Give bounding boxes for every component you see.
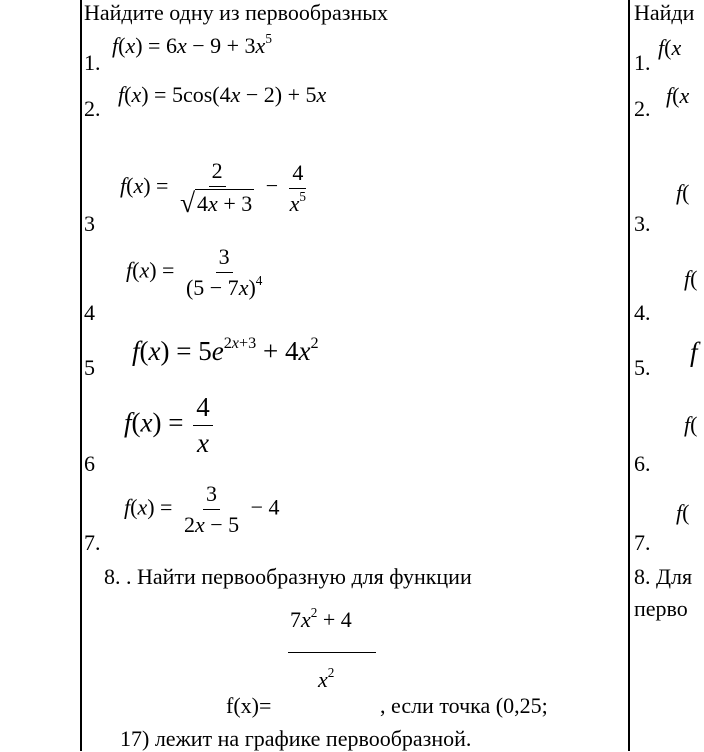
right-number-4: 4. (634, 300, 651, 325)
right-function-1-fragment: f(x (658, 35, 682, 60)
item-number-3: 3 (84, 211, 95, 236)
right-number-2: 2. (634, 96, 651, 121)
right-heading: Найди (634, 0, 695, 25)
item-number-4: 4 (84, 300, 95, 325)
item-number-5: 5 (84, 355, 95, 380)
function-6: f(x) = $\frac{4}{x}$ (124, 392, 216, 459)
function-4: f(x) = $\frac{3}{(5 - 7x)^4}$ (126, 244, 263, 300)
right-number-1: 1. (634, 50, 651, 75)
right-function-3-fragment: f( (676, 180, 690, 205)
right-task8-line2: перво (634, 596, 688, 621)
function-1: $f(x) = 6x - 9 + 3x^5$ (112, 31, 272, 58)
right-number-5: 5. (634, 355, 651, 380)
function-2: f(x) = 5cos(4x − 2) + 5x (118, 82, 327, 107)
task8-fraction-denominator: $x^2$ (318, 665, 335, 692)
item-number-7: 7. (84, 530, 101, 555)
right-function-2-fragment: f(x (666, 83, 690, 108)
right-number-6: 6. (634, 451, 651, 476)
item-number-2: 2. (84, 96, 101, 121)
right-task8-line1: 8. Для (634, 564, 693, 589)
task8-line2-tail: , если точка (0,25; (380, 693, 548, 718)
right-function-7-fragment: f( (676, 500, 690, 525)
function-7: f(x) = $\frac{3}{2x - 5}$ − 4 (124, 481, 280, 537)
right-function-5-fragment: f (690, 337, 698, 367)
item-number-1: 1. (84, 50, 101, 75)
heading: Найдите одну из первообразных (84, 0, 389, 25)
function-3: f(x) = 2 √ 4x + 3 − $\frac{4}{x^5}$ (120, 158, 307, 218)
item-number-6: 6 (84, 451, 95, 476)
task8-fx-label: f(x)= (226, 693, 272, 718)
right-number-3: 3. (634, 211, 651, 236)
left-border (80, 0, 82, 751)
right-function-4-fragment: f( (684, 266, 698, 291)
column-divider (628, 0, 630, 751)
function-5: $f(x) = 5e^{2x+3} + 4x^2$ (132, 333, 319, 366)
task8-fraction-numerator: $7x^2 + 4$ (290, 605, 352, 632)
task8-line1: 8. . Найти первообразную для функции (104, 564, 472, 589)
task8-line3: 17) лежит на графике первообразной. (120, 726, 472, 751)
right-function-6-fragment: f( (684, 412, 698, 437)
task8-fraction-bar (288, 652, 376, 653)
right-number-7: 7. (634, 530, 651, 555)
